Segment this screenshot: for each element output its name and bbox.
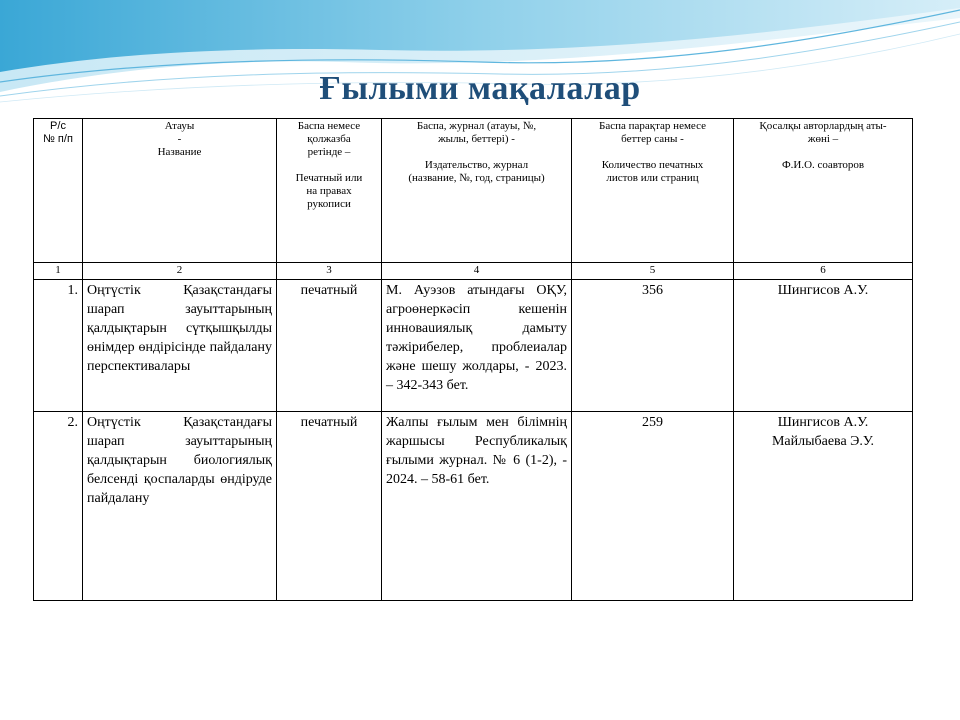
publication-type: печатный bbox=[277, 280, 382, 412]
coauthors bbox=[734, 280, 913, 412]
header-cell bbox=[277, 119, 382, 263]
header-text-line: Қосалқы авторлардың аты- bbox=[759, 120, 887, 132]
header-text-line: ретінде – bbox=[307, 146, 351, 158]
header-text-line: Ф.И.О. соавторов bbox=[781, 159, 865, 171]
publisher-info: Жалпы ғылым мен білімнің жаршысы Республикалық ғылыми журнал. № 6 (1-2), - 2024. – 58-61 бет. bbox=[382, 412, 572, 601]
header-text-line: Баспа немесе bbox=[297, 120, 361, 132]
header-text-line: Издательство, журнал bbox=[424, 159, 529, 171]
header-text-line: беттер саны - bbox=[621, 133, 684, 145]
publisher-info: М. Ауэзов атындағы ОҚУ, агроөнеркәсіп кешенін инноваuиялық дамыту тәжірибелер, проблеиалар және шешу жолдары, - 2023. – 342-343 бет. bbox=[382, 280, 572, 412]
article-title: Оңтүстік Қазақстандағы шарап зауыттарының қалдықтарын сүтқышқылды өнімдер өндірісінде пайдалану перспективалары bbox=[83, 280, 277, 412]
header-text-line: қолжазба bbox=[307, 133, 351, 145]
header-text-line: рукописи bbox=[307, 198, 351, 210]
coauthor-name: Майлыбаева Э.У. bbox=[771, 434, 875, 449]
table-row bbox=[34, 280, 913, 412]
header-text-line: Р/с bbox=[50, 120, 66, 132]
header-text-line: жөні – bbox=[807, 133, 839, 145]
header-text-line: (название, №, год, страницы) bbox=[408, 172, 545, 184]
header-text-line: Баспа, журнал (атауы, №, bbox=[416, 120, 537, 132]
header-cell bbox=[83, 119, 277, 263]
header-cell bbox=[734, 119, 913, 263]
header-text-line: жылы, беттері) - bbox=[438, 133, 515, 145]
table-row bbox=[34, 412, 913, 601]
header-text-line: на правах bbox=[306, 185, 352, 197]
coauthor-name: Шингисов А.У. bbox=[777, 415, 869, 430]
column-number: 5 bbox=[572, 263, 734, 280]
header-text-line: Печатный или bbox=[295, 172, 363, 184]
column-number: 4 bbox=[382, 263, 572, 280]
header-cell bbox=[572, 119, 734, 263]
header-text-line: листов или страниц bbox=[606, 172, 699, 184]
column-number: 3 bbox=[277, 263, 382, 280]
header-text-line: Атауы bbox=[164, 120, 195, 132]
header-text-line: Название bbox=[157, 146, 202, 158]
header-text-line: - bbox=[177, 133, 182, 145]
articles-table bbox=[33, 118, 913, 601]
column-number-row bbox=[34, 263, 913, 280]
column-number: 1 bbox=[34, 263, 83, 280]
row-number: 2. bbox=[34, 412, 83, 601]
page-count: 259 bbox=[572, 412, 734, 601]
coauthor-name: Шингисов А.У. bbox=[777, 283, 869, 298]
header-text-line: № п/п bbox=[43, 133, 73, 145]
article-title: Оңтүстік Қазақстандағы шарап зауыттарының қалдықтарын биологиялық белсенді қоспаларды өндіруде пайдалану bbox=[83, 412, 277, 601]
page-count: 356 bbox=[572, 280, 734, 412]
row-number: 1. bbox=[34, 280, 83, 412]
page-title: Ғылыми мақалалар bbox=[319, 70, 641, 107]
column-number: 6 bbox=[734, 263, 913, 280]
column-number: 2 bbox=[83, 263, 277, 280]
table-header-row bbox=[34, 119, 913, 263]
publication-type: печатный bbox=[277, 412, 382, 601]
header-text-line: Баспа парақтар немесе bbox=[599, 120, 706, 132]
coauthors bbox=[734, 412, 913, 601]
header-cell bbox=[34, 119, 83, 263]
header-cell bbox=[382, 119, 572, 263]
header-text-line: Количество печатных bbox=[601, 159, 704, 171]
